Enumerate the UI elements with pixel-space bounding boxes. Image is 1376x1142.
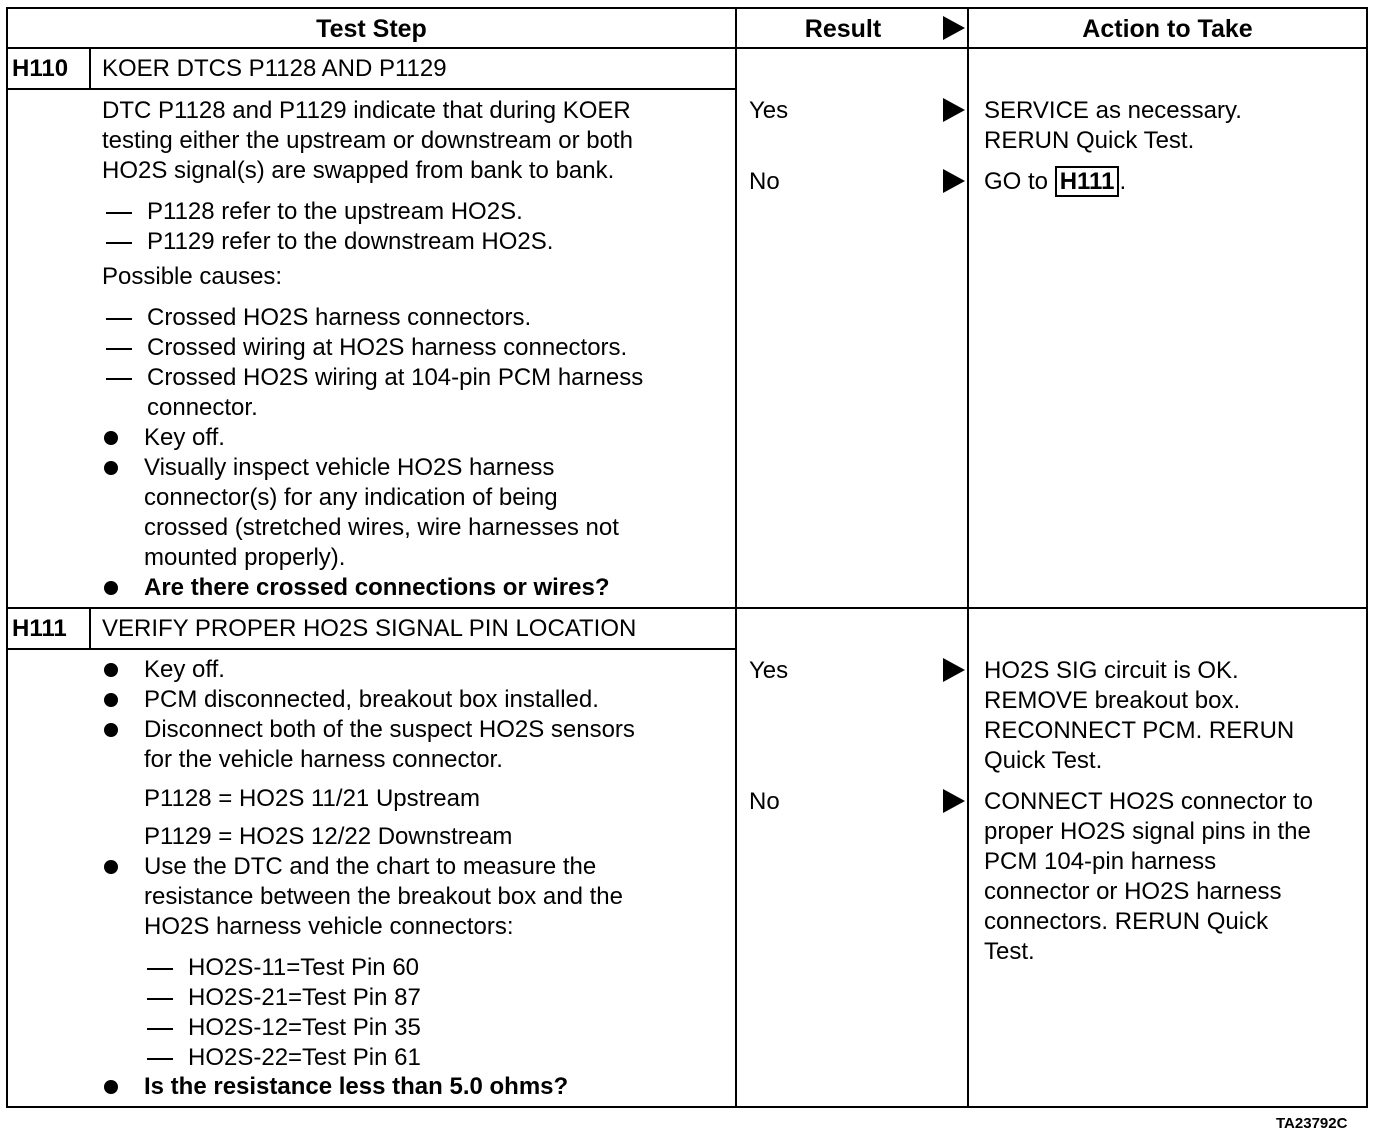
h111-yes-action-line: Quick Test. bbox=[984, 747, 1103, 774]
dash-icon bbox=[147, 998, 173, 1000]
h110-cause-item: Crossed HO2S harness connectors. bbox=[147, 304, 532, 331]
h111-pin-item: HO2S-11=Test Pin 60 bbox=[188, 954, 420, 981]
header-action: Action to Take bbox=[1082, 15, 1253, 43]
h111-measure-line: resistance between the breakout box and the bbox=[144, 883, 623, 910]
h110-intro-line: testing either the upstream or downstream or both bbox=[102, 127, 633, 154]
h111-question: Is the resistance less than 5.0 ohms? bbox=[144, 1073, 569, 1100]
h110-bullet-item: Key off. bbox=[144, 424, 225, 451]
dash-icon bbox=[106, 212, 132, 214]
h110-ref-item: P1129 refer to the downstream HO2S. bbox=[147, 228, 554, 255]
header-result: Result bbox=[804, 15, 882, 43]
h110-result-yes: Yes bbox=[749, 97, 789, 124]
h111-bullet-item-cont: for the vehicle harness connector. bbox=[144, 746, 503, 773]
bullet-icon bbox=[104, 860, 118, 874]
bullet-icon bbox=[104, 581, 118, 595]
header-test-step: Test Step bbox=[316, 15, 427, 43]
h111-id-divider bbox=[89, 608, 91, 650]
h111-no-action-line: PCM 104-pin harness bbox=[984, 848, 1217, 875]
h110-yes-action-line: RERUN Quick Test. bbox=[984, 127, 1195, 154]
h111-yes-action-line: HO2S SIG circuit is OK. bbox=[984, 657, 1239, 684]
h111-bullet-item: Disconnect both of the suspect HO2S sensors bbox=[144, 716, 635, 743]
col-divider-1 bbox=[735, 7, 737, 1108]
h111-pin-item: HO2S-22=Test Pin 61 bbox=[188, 1044, 421, 1071]
dash-icon bbox=[106, 348, 132, 350]
h111-no-action-line: CONNECT HO2S connector to bbox=[984, 788, 1314, 815]
h111-measure-line: HO2S harness vehicle connectors: bbox=[144, 913, 514, 940]
table-border-bottom bbox=[6, 1106, 1368, 1108]
bullet-icon bbox=[104, 663, 118, 677]
h110-yes-action-line: SERVICE as necessary. bbox=[984, 97, 1242, 124]
dash-icon bbox=[147, 968, 173, 970]
bullet-icon bbox=[104, 431, 118, 445]
result-arrow-icon bbox=[943, 98, 965, 122]
h110-intro-line: DTC P1128 and P1129 indicate that during KOER bbox=[102, 97, 631, 124]
result-arrow-icon bbox=[943, 169, 965, 193]
h110-ref-item: P1128 refer to the upstream HO2S. bbox=[147, 198, 523, 225]
h110-title-underline bbox=[6, 88, 736, 90]
result-arrow-icon bbox=[943, 789, 965, 813]
table-border-right bbox=[1366, 7, 1368, 1108]
h110-bullet-item-cont: connector(s) for any indication of being bbox=[144, 484, 558, 511]
h111-bullet-item: Key off. bbox=[144, 656, 225, 683]
h110-cause-item: Crossed wiring at HO2S harness connectors. bbox=[147, 334, 628, 361]
h110-possible-causes-label: Possible causes: bbox=[102, 263, 283, 290]
dash-icon bbox=[106, 242, 132, 244]
h111-bullet-item: PCM disconnected, breakout box installed. bbox=[144, 686, 599, 713]
h110-step-id: H110 bbox=[12, 55, 69, 82]
h111-step-id: H111 bbox=[12, 615, 67, 642]
h110-cause-item: Crossed HO2S wiring at 104-pin PCM harness bbox=[147, 364, 644, 391]
h110-no-action bbox=[984, 167, 1126, 197]
h111-title-underline bbox=[6, 648, 736, 650]
bullet-icon bbox=[104, 461, 118, 475]
header-arrow-icon bbox=[943, 16, 965, 40]
h111-no-action-line: proper HO2S signal pins in the bbox=[984, 818, 1311, 845]
h111-no-action-line: Test. bbox=[984, 938, 1035, 965]
h111-step-title: VERIFY PROPER HO2S SIGNAL PIN LOCATION bbox=[102, 615, 637, 642]
h111-result-yes: Yes bbox=[749, 657, 789, 684]
dash-icon bbox=[106, 378, 132, 380]
bullet-icon bbox=[104, 1080, 118, 1094]
go-to-period: . bbox=[1119, 168, 1127, 195]
result-arrow-icon bbox=[943, 658, 965, 682]
section-divider bbox=[6, 607, 1368, 609]
h110-step-title: KOER DTCS P1128 AND P1129 bbox=[102, 55, 447, 82]
table-border-top bbox=[6, 7, 1368, 9]
h111-yes-action-line: REMOVE breakout box. bbox=[984, 687, 1241, 714]
h111-pin-item: HO2S-12=Test Pin 35 bbox=[188, 1014, 421, 1041]
h111-no-action-line: connector or HO2S harness bbox=[984, 878, 1282, 905]
h111-measure-line: Use the DTC and the chart to measure the bbox=[144, 853, 597, 880]
col-divider-2 bbox=[967, 7, 969, 1108]
h110-bullet-item-cont: mounted properly). bbox=[144, 544, 346, 571]
h111-p1129-line: P1129 = HO2S 12/22 Downstream bbox=[144, 823, 513, 850]
figure-id: TA23792C bbox=[1276, 1115, 1348, 1132]
dash-icon bbox=[147, 1058, 173, 1060]
h111-result-no: No bbox=[749, 788, 780, 815]
go-to-label: GO to bbox=[984, 168, 1049, 195]
h110-bullet-item-cont: crossed (stretched wires, wire harnesses not bbox=[144, 514, 619, 541]
h110-bullet-item: Visually inspect vehicle HO2S harness bbox=[144, 454, 555, 481]
bullet-icon bbox=[104, 723, 118, 737]
dash-icon bbox=[147, 1028, 173, 1030]
table-border-left bbox=[6, 7, 8, 1108]
bullet-icon bbox=[104, 693, 118, 707]
h111-pin-item: HO2S-21=Test Pin 87 bbox=[188, 984, 421, 1011]
h110-result-no: No bbox=[749, 168, 780, 195]
h110-id-divider bbox=[89, 48, 91, 90]
h110-cause-item-cont: connector. bbox=[147, 394, 258, 421]
h111-no-action-line: connectors. RERUN Quick bbox=[984, 908, 1269, 935]
h111-p1128-line: P1128 = HO2S 11/21 Upstream bbox=[144, 785, 480, 812]
h111-yes-action-line: RECONNECT PCM. RERUN bbox=[984, 717, 1295, 744]
h110-question: Are there crossed connections or wires? bbox=[144, 574, 610, 601]
go-to-h111-link[interactable]: H111 bbox=[1055, 166, 1120, 197]
h110-intro-line: HO2S signal(s) are swapped from bank to bank. bbox=[102, 157, 615, 184]
dash-icon bbox=[106, 318, 132, 320]
